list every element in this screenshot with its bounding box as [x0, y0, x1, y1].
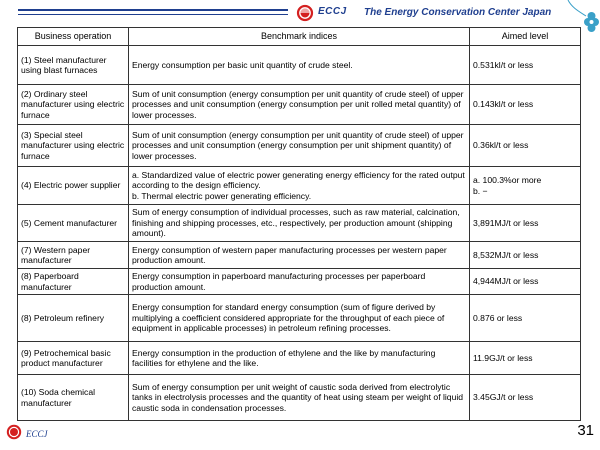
benchmark-line-b: b. Thermal electric power generating efficiency.: [132, 190, 312, 201]
aimed-level-cell: 0.36kl/t or less: [470, 125, 581, 167]
aimed-level-cell: 0.876 or less: [470, 295, 581, 342]
header-rule-thick: [18, 9, 288, 11]
table-row: [18, 85, 581, 125]
benchmark-cell: Energy consumption for standard energy consumption (sum of figure derived by multiplying a coefficient considered appropriate for the throughput of each piece of equipment in applicable processes) in petroleum refining processes.: [129, 295, 470, 342]
table-row: [18, 295, 581, 342]
business-cell: (3) Special steel manufacturer using electric furnace: [18, 125, 129, 167]
benchmark-cell: [129, 167, 470, 205]
header-org-name: The Energy Conservation Center Japan: [364, 7, 552, 18]
eccj-logo-icon: [6, 424, 22, 440]
aimed-level-cell: 0.531kl/t or less: [470, 46, 581, 85]
aimed-level-b: b. −: [473, 185, 488, 196]
benchmark-line-a: a. Standardized value of electric power generating energy efficiency for the rated output according to the design efficiency.: [132, 169, 465, 191]
benchmark-cell: Energy consumption in the production of ethylene and the like by manufacturing facilities for ethylene and the like.: [129, 342, 470, 375]
aimed-level-cell: 3.45GJ/t or less: [470, 375, 581, 421]
business-cell: (10) Soda chemical manufacturer: [18, 375, 129, 421]
aimed-level-cell: 3,891MJ/t or less: [470, 205, 581, 242]
benchmark-cell: Sum of unit consumption (energy consumption per unit quantity of crude steel) of upper processes and unit consumption (energy consumption per unit rolled metal quantity) of lower processes.: [129, 85, 470, 125]
aimed-level-cell: [470, 167, 581, 205]
business-cell: (9) Petrochemical basic product manufacturer: [18, 342, 129, 375]
benchmark-cell: Sum of unit consumption (energy consumption per unit quantity of crude steel) of upper processes and unit consumption (energy consumption per unit shipment quantity) of lower processes.: [129, 125, 470, 167]
table-row: [18, 269, 581, 295]
benchmark-cell: Sum of energy consumption per unit weight of caustic soda derived from electrolytic tanks in electrolysis processes and the quantity of heat using steam per weight of liquid caustic soda in condensation processes.: [129, 375, 470, 421]
column-header: Business operation: [18, 28, 129, 46]
table-row: [18, 125, 581, 167]
footer-brand: ECCJ: [26, 429, 48, 439]
table-row: [18, 342, 581, 375]
benchmark-cell: Energy consumption per basic unit quantity of crude steel.: [129, 46, 470, 85]
table-header-row: [18, 28, 581, 46]
aimed-level-cell: 0.143kl/t or less: [470, 85, 581, 125]
table-row: [18, 242, 581, 269]
business-cell: (8) Petroleum refinery: [18, 295, 129, 342]
aimed-level-cell: 4,944MJ/t or less: [470, 269, 581, 295]
business-cell: (2) Ordinary steel manufacturer using electric furnace: [18, 85, 129, 125]
table-row: [18, 46, 581, 85]
header-brand: ECCJ: [318, 6, 347, 17]
business-cell: (4) Electric power supplier: [18, 167, 129, 205]
column-header: Aimed level: [470, 28, 581, 46]
business-cell: (8) Paperboard manufacturer: [18, 269, 129, 295]
table-row: [18, 205, 581, 242]
business-cell: (1) Steel manufacturer using blast furnaces: [18, 46, 129, 85]
column-header: Benchmark indices: [129, 28, 470, 46]
business-cell: (7) Western paper manufacturer: [18, 242, 129, 269]
page-number: 31: [577, 422, 594, 439]
benchmark-cell: Sum of energy consumption of individual processes, such as raw material, calcination, finishing and shipping processes, etc., respectively, per production amount (shipping amount).: [129, 205, 470, 242]
benchmark-cell: Energy consumption in paperboard manufacturing processes per paperboard production amount.: [129, 269, 470, 295]
aimed-level-a: a. 100.3%or more: [473, 175, 542, 186]
benchmark-table: [17, 27, 581, 421]
business-cell: (5) Cement manufacturer: [18, 205, 129, 242]
header-rule-thin: [18, 14, 288, 15]
benchmark-cell: Energy consumption of western paper manufacturing processes per western paper production amount.: [129, 242, 470, 269]
eccj-logo-icon: [296, 4, 314, 22]
table-row: [18, 375, 581, 421]
aimed-level-cell: 8,532MJ/t or less: [470, 242, 581, 269]
aimed-level-cell: 11.9GJ/t or less: [470, 342, 581, 375]
table-row: [18, 167, 581, 205]
